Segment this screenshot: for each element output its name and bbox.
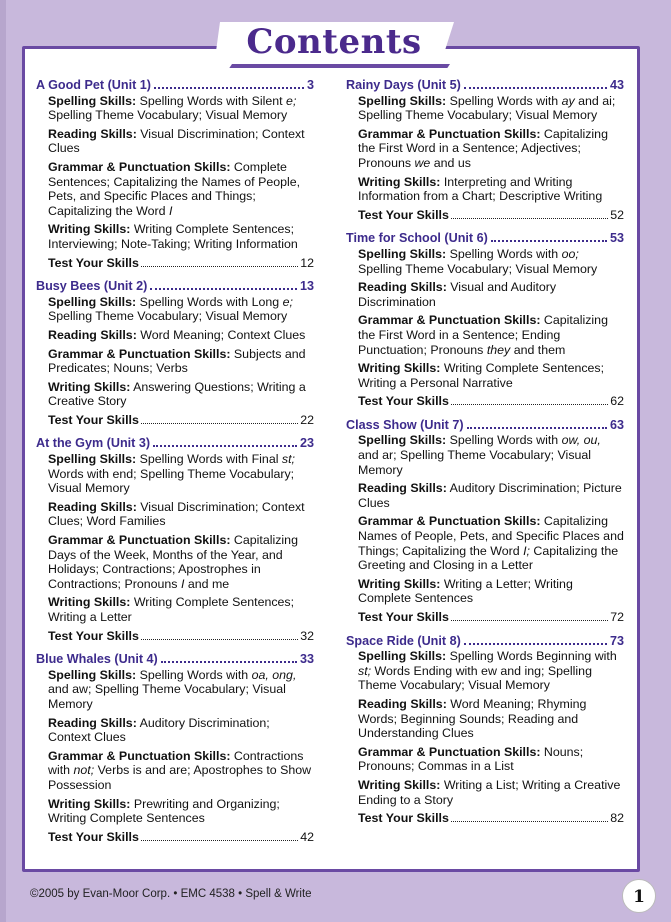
skill-text: Spelling Words with bbox=[446, 93, 562, 108]
copyright-footer: ©2005 by Evan-Moor Corp. • EMC 4538 • Spell & Write bbox=[30, 888, 312, 900]
dot-leader bbox=[464, 643, 607, 645]
skill-text: Spelling Words with bbox=[446, 246, 562, 261]
page-number: 1 bbox=[622, 879, 656, 913]
unit-page-number: 33 bbox=[299, 652, 314, 667]
dot-leader bbox=[141, 840, 298, 841]
skill-entry bbox=[48, 716, 314, 745]
unit-title-link[interactable] bbox=[346, 78, 624, 93]
contents-left-column bbox=[36, 78, 314, 853]
skill-label: Writing Skills: bbox=[358, 361, 441, 376]
skill-label: Grammar & Punctuation Skills: bbox=[48, 346, 231, 361]
dot-leader bbox=[141, 639, 298, 640]
dot-leader bbox=[161, 661, 297, 663]
skill-text: Contractions with bbox=[48, 748, 304, 778]
unit-title: Rainy Days (Unit 5) bbox=[346, 78, 461, 92]
unit-title-link[interactable] bbox=[346, 634, 624, 649]
skill-entry bbox=[358, 433, 624, 477]
skill-label: Reading Skills: bbox=[358, 696, 447, 711]
skill-emphasis: e; bbox=[282, 294, 293, 309]
unit-section bbox=[346, 634, 624, 826]
skill-label: Spelling Skills: bbox=[48, 93, 137, 108]
skill-label: Reading Skills: bbox=[48, 126, 137, 141]
test-label: Test Your Skills bbox=[358, 394, 449, 409]
skill-text: Auditory Discrimination; Picture Clues bbox=[358, 481, 622, 510]
dot-leader bbox=[451, 218, 608, 219]
skill-entry bbox=[48, 347, 314, 376]
skill-label: Grammar & Punctuation Skills: bbox=[358, 514, 541, 529]
skill-label: Spelling Skills: bbox=[48, 667, 137, 682]
test-your-skills-link[interactable] bbox=[358, 811, 624, 826]
skill-entry bbox=[358, 577, 624, 606]
skill-emphasis: oa, ong, bbox=[251, 667, 297, 682]
skill-entry bbox=[48, 160, 314, 218]
skill-label: Writing Skills: bbox=[48, 595, 131, 610]
title-banner bbox=[214, 20, 454, 68]
skill-entry bbox=[48, 452, 314, 496]
skill-text: Spelling Words with Final bbox=[136, 452, 282, 467]
dot-leader bbox=[141, 266, 298, 267]
skill-text-rest: and us bbox=[430, 155, 471, 170]
unit-title: Time for School (Unit 6) bbox=[346, 231, 488, 246]
unit-page-number: 73 bbox=[609, 633, 624, 648]
skill-label: Writing Skills: bbox=[48, 222, 131, 237]
unit-page-number: 53 bbox=[609, 231, 624, 246]
skill-entry bbox=[358, 175, 624, 204]
skill-label: Grammar & Punctuation Skills: bbox=[358, 744, 541, 759]
skill-emphasis: oo; bbox=[561, 246, 579, 261]
dot-leader bbox=[153, 445, 297, 447]
skill-text: Writing a Letter; Writing Complete Sentences bbox=[358, 576, 573, 606]
skill-entry bbox=[48, 500, 314, 529]
dot-leader bbox=[154, 87, 304, 89]
skill-entry bbox=[358, 280, 624, 309]
skill-entry bbox=[48, 533, 314, 591]
skill-entry bbox=[358, 127, 624, 171]
dot-leader bbox=[464, 87, 607, 89]
skill-text-rest: Verbs is and are; Apostrophes to Show Possession bbox=[48, 763, 312, 792]
unit-section bbox=[36, 279, 314, 427]
test-page-number: 32 bbox=[300, 628, 314, 643]
skill-text: Word Meaning; Context Clues bbox=[136, 327, 306, 342]
skill-text: Visual Discrimination; Context Clues; Word Families bbox=[48, 499, 305, 529]
skill-emphasis: we bbox=[414, 155, 431, 170]
test-label: Test Your Skills bbox=[48, 628, 139, 643]
skill-label: Spelling Skills: bbox=[358, 649, 447, 664]
skill-label: Writing Skills: bbox=[48, 796, 131, 811]
skill-entry bbox=[48, 295, 314, 324]
test-page-number: 22 bbox=[300, 412, 314, 427]
unit-page-number: 63 bbox=[609, 417, 624, 432]
dot-leader bbox=[491, 240, 607, 242]
skill-label: Reading Skills: bbox=[48, 715, 137, 730]
skill-emphasis: not; bbox=[73, 763, 95, 778]
skill-label: Spelling Skills: bbox=[358, 433, 447, 448]
skill-label: Spelling Skills: bbox=[358, 246, 447, 261]
dot-leader bbox=[451, 404, 608, 405]
skill-text-rest: and me bbox=[184, 576, 230, 591]
skill-entry bbox=[358, 778, 624, 807]
skill-label: Grammar & Punctuation Skills: bbox=[48, 748, 231, 763]
unit-section bbox=[346, 231, 624, 409]
unit-page-number: 23 bbox=[299, 436, 314, 451]
test-your-skills-link[interactable] bbox=[48, 629, 314, 644]
unit-title-link[interactable] bbox=[346, 418, 624, 433]
skill-text: Visual and Auditory Discrimination bbox=[358, 280, 557, 309]
test-label: Test Your Skills bbox=[48, 255, 139, 270]
page-title: Contents bbox=[246, 22, 422, 62]
skill-label: Writing Skills: bbox=[358, 777, 441, 792]
dot-leader bbox=[141, 423, 298, 424]
skill-entry bbox=[48, 595, 314, 624]
skill-text: Spelling Words Beginning with bbox=[446, 649, 617, 664]
skill-label: Spelling Skills: bbox=[48, 452, 137, 467]
skill-label: Writing Skills: bbox=[358, 174, 441, 189]
skill-label: Writing Skills: bbox=[48, 379, 131, 394]
skill-emphasis: I bbox=[180, 576, 185, 591]
test-page-number: 62 bbox=[610, 394, 624, 409]
skill-text: Answering Questions; Writing a Creative Story bbox=[48, 379, 306, 409]
skill-text-rest: Capitalizing the Greeting and Closing in a Letter bbox=[358, 543, 619, 573]
unit-title: Blue Whales (Unit 4) bbox=[36, 652, 158, 667]
unit-section bbox=[346, 78, 624, 222]
test-your-skills-link[interactable] bbox=[358, 394, 624, 409]
unit-title: At the Gym (Unit 3) bbox=[36, 436, 151, 451]
dot-leader bbox=[150, 288, 297, 290]
skill-text: Capitalizing Days of the Week, Months of the Year, and Holidays; Contractions; Apostrophes in Contractions; Pronouns bbox=[48, 533, 298, 591]
test-label: Test Your Skills bbox=[358, 207, 449, 222]
skill-text-rest: Words with end; Spelling Theme Vocabulary; Visual Memory bbox=[48, 466, 295, 496]
test-page-number: 82 bbox=[610, 811, 624, 826]
skill-emphasis: st; bbox=[358, 663, 372, 678]
skill-label: Spelling Skills: bbox=[48, 294, 137, 309]
skill-text: Nouns; Pronouns; Commas in a List bbox=[358, 744, 584, 774]
skill-emphasis: ow, ou, bbox=[561, 433, 601, 448]
test-your-skills-link[interactable] bbox=[48, 256, 314, 271]
unit-section bbox=[36, 652, 314, 844]
skill-text-rest: Spelling Theme Vocabulary; Visual Memory bbox=[358, 261, 598, 276]
test-label: Test Your Skills bbox=[358, 610, 449, 624]
skill-label: Grammar & Punctuation Skills: bbox=[358, 126, 541, 141]
skill-text: Word Meaning; Rhyming Words; Beginning Sounds; Reading and Understanding Clues bbox=[358, 696, 587, 741]
skill-text-rest: Spelling Theme Vocabulary; Visual Memory bbox=[48, 309, 288, 324]
skill-entry bbox=[48, 380, 314, 409]
skill-text: Subjects and Predicates; Nouns; Verbs bbox=[48, 346, 306, 376]
dot-leader bbox=[451, 821, 608, 822]
unit-section bbox=[36, 78, 314, 270]
skill-entry bbox=[358, 94, 624, 123]
unit-title-link[interactable] bbox=[36, 279, 314, 294]
skill-entry bbox=[48, 797, 314, 826]
skill-text-rest: Words Ending with ew and ing; Spelling Theme Vocabulary; Visual Memory bbox=[358, 663, 592, 693]
unit-page-number: 13 bbox=[299, 279, 314, 294]
contents-right-column bbox=[346, 78, 624, 835]
skill-entry bbox=[358, 247, 624, 276]
skill-text: Capitalizing the First Word in a Sentence; Adjectives; Pronouns bbox=[358, 126, 608, 170]
skill-entry bbox=[48, 94, 314, 123]
unit-title: A Good Pet (Unit 1) bbox=[36, 78, 151, 92]
skill-entry bbox=[48, 127, 314, 156]
skill-label: Reading Skills: bbox=[48, 499, 137, 514]
skill-text: Visual Discrimination; Context Clues bbox=[48, 126, 305, 156]
skill-label: Grammar & Punctuation Skills: bbox=[48, 159, 231, 174]
unit-title-link[interactable] bbox=[36, 652, 314, 667]
skill-text-rest: and ai; Spelling Theme Vocabulary; Visual Memory bbox=[358, 93, 616, 123]
skill-text-rest: and aw; Spelling Theme Vocabulary; Visual Memory bbox=[48, 682, 286, 711]
skill-entry bbox=[358, 313, 624, 357]
unit-title: Space Ride (Unit 8) bbox=[346, 633, 461, 648]
skill-text: Complete Sentences; Capitalizing the Names of People, Pets, and Specific Places and Things; Capitalizing the Word bbox=[48, 159, 301, 218]
test-page-number: 42 bbox=[300, 829, 314, 844]
unit-title-link[interactable] bbox=[36, 436, 314, 451]
unit-page-number: 43 bbox=[609, 78, 624, 92]
skill-entry bbox=[358, 697, 624, 741]
unit-section bbox=[346, 418, 624, 625]
skill-text: Spelling Words with Long bbox=[136, 294, 283, 309]
skill-text: Writing Complete Sentences; Writing a Personal Narrative bbox=[358, 361, 605, 390]
skill-emphasis: I; bbox=[523, 543, 530, 558]
skill-text: Spelling Words with bbox=[136, 667, 252, 682]
skill-emphasis: st; bbox=[281, 452, 295, 467]
skill-emphasis: I bbox=[168, 203, 173, 218]
test-page-number: 52 bbox=[610, 207, 624, 222]
skill-text: Spelling Words with bbox=[446, 433, 562, 448]
skill-emphasis: they bbox=[486, 342, 511, 357]
skill-entry bbox=[358, 745, 624, 774]
test-your-skills-link[interactable] bbox=[358, 208, 624, 223]
dot-leader bbox=[467, 427, 607, 429]
skill-text: Writing Complete Sentences; Writing a Letter bbox=[48, 595, 295, 624]
test-label: Test Your Skills bbox=[358, 811, 449, 826]
skill-text: Auditory Discrimination; Context Clues bbox=[48, 715, 270, 745]
skill-text-rest: and them bbox=[510, 342, 566, 357]
test-your-skills-link[interactable] bbox=[48, 413, 314, 428]
skill-text: Capitalizing the First Word in a Sentence; Ending Punctuation; Pronouns bbox=[358, 313, 608, 357]
skill-label: Reading Skills: bbox=[358, 481, 447, 496]
skill-text: Spelling Words with Silent bbox=[136, 93, 287, 108]
skill-text: Prewriting and Organizing; Writing Complete Sentences bbox=[48, 796, 280, 826]
page-edge bbox=[0, 0, 6, 922]
skill-text: Capitalizing Names of People, Pets, and Specific Places and Things; Capitalizing the Word bbox=[358, 514, 624, 558]
skill-entry bbox=[358, 649, 624, 693]
skill-label: Writing Skills: bbox=[358, 576, 441, 591]
skill-text-rest: and ar; Spelling Theme Vocabulary; Visual Memory bbox=[358, 448, 592, 477]
skill-label: Grammar & Punctuation Skills: bbox=[48, 533, 231, 548]
dot-leader bbox=[451, 620, 608, 621]
skill-emphasis: e; bbox=[286, 93, 297, 108]
skill-text: Writing a List; Writing a Creative Ending to a Story bbox=[358, 777, 621, 807]
skill-entry bbox=[358, 514, 624, 572]
skill-text: Writing Complete Sentences; Interviewing; Note-Taking; Writing Information bbox=[48, 222, 298, 251]
test-label: Test Your Skills bbox=[48, 829, 139, 844]
skill-entry bbox=[358, 361, 624, 390]
skill-entry bbox=[48, 328, 314, 343]
skill-entry bbox=[48, 668, 314, 712]
skill-entry bbox=[358, 481, 624, 510]
unit-page-number: 3 bbox=[306, 78, 314, 92]
test-your-skills-link[interactable] bbox=[358, 610, 624, 625]
unit-title-link[interactable] bbox=[346, 231, 624, 246]
skill-entry bbox=[48, 222, 314, 251]
skill-text: Interpreting and Writing Information from a Chart; Descriptive Writing bbox=[358, 174, 603, 204]
skill-label: Spelling Skills: bbox=[358, 93, 447, 108]
unit-title: Busy Bees (Unit 2) bbox=[36, 279, 148, 294]
skill-text-rest: Spelling Theme Vocabulary; Visual Memory bbox=[48, 108, 288, 123]
skill-label: Grammar & Punctuation Skills: bbox=[358, 313, 541, 328]
test-label: Test Your Skills bbox=[48, 412, 139, 427]
skill-label: Reading Skills: bbox=[358, 280, 447, 295]
unit-title: Class Show (Unit 7) bbox=[346, 417, 464, 432]
test-your-skills-link[interactable] bbox=[48, 830, 314, 845]
skill-emphasis: ay bbox=[561, 93, 575, 108]
test-page-number: 12 bbox=[300, 255, 314, 270]
test-page-number: 72 bbox=[610, 610, 624, 624]
skill-entry bbox=[48, 749, 314, 793]
skill-label: Reading Skills: bbox=[48, 327, 137, 342]
unit-title-link[interactable] bbox=[36, 78, 314, 93]
unit-section bbox=[36, 436, 314, 643]
